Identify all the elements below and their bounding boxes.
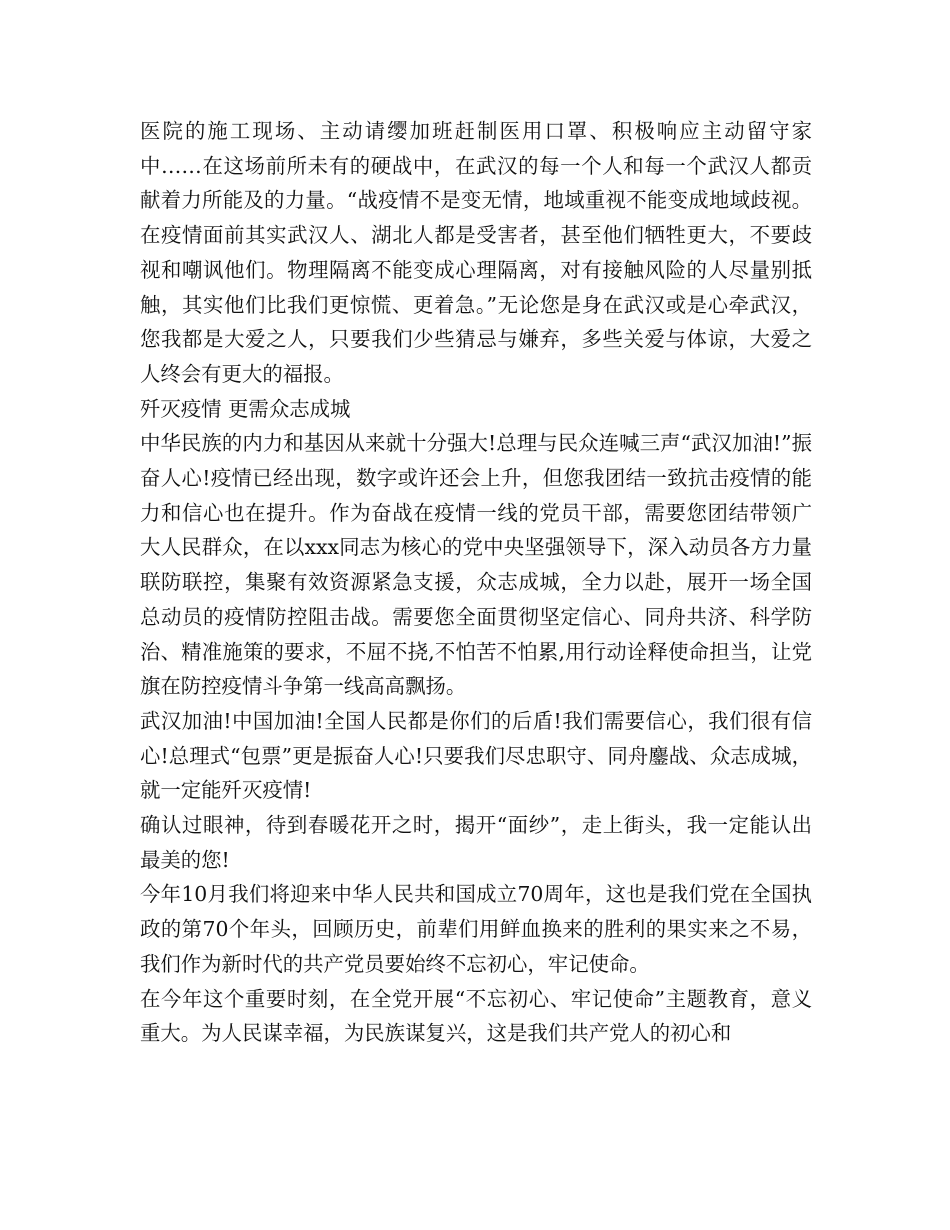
section-heading: 歼灭疫情 更需众志成城 — [140, 396, 351, 421]
paragraph: 武汉加油!中国加油!全国人民都是你们的后盾!我们需要信心，我们很有信心!总理式“包票”更是振奋人心!只要我们尽忠职守、同舟鏖战、众志成城，就一定能歼灭疫情! — [140, 708, 812, 803]
document-body — [140, 114, 812, 1051]
paragraph: 确认过眼神，待到春暖花开之时，揭开“面纱”，走上街头，我一定能认出最美的您! — [140, 813, 812, 872]
paragraph: 中华民族的内力和基因从来就十分强大!总理与民众连喊三声“武汉加油!”振奋人心!疫情已经出现，数字或许还会上升，但您我团结一致抗击疫情的能力和信心也在提升。作为奋战在疫情一线的党员干部，需要您团结带领广大人民群众，在以xxx同志为核心的党中央坚强领导下，深入动员各方力量联防联控，集聚有效资源紧急支援，众志成城，全力以赴，展开一场全国总动员的疫情防控阻击战。需要您全面贯彻坚定信心、同舟共济、科学防治、精准施策的要求，不屈不挠,不怕苦不怕累,用行动诠释使命担当，让党旗在防控疫情斗争第一线高高飘扬。 — [140, 431, 812, 699]
paragraph: 在今年这个重要时刻，在全党开展“不忘初心、牢记使命”主题教育，意义重大。为人民谋幸福，为民族谋复兴，这是我们共产党人的初心和 — [140, 986, 812, 1046]
paragraph: 医院的施工现场、主动请缨加班赶制医用口罩、积极响应主动留守家中……在这场前所未有的硬战中，在武汉的每一个人和每一个武汉人都贡献着力所能及的力量。“战疫情不是变无情，地域重视不能变成地域歧视。在疫情面前其实武汉人、湖北人都是受害者，甚至他们牺牲更大，不要歧视和嘲讽他们。物理隔离不能变成心理隔离，对有接触风险的人尽量别抵触，其实他们比我们更惊慌、更着急。”无论您是身在武汉或是心牵武汉，您我都是大爱之人，只要我们少些猜忌与嫌弃，多些关爱与体谅，大爱之人终会有更大的福报。 — [140, 119, 812, 386]
paragraph: 今年10月我们将迎来中华人民共和国成立70周年，这也是我们党在全国执政的第70个年头，回顾历史，前辈们用鲜血换来的胜利的果实来之不易，我们作为新时代的共产党员要始终不忘初心，牢记使命。 — [140, 882, 812, 976]
